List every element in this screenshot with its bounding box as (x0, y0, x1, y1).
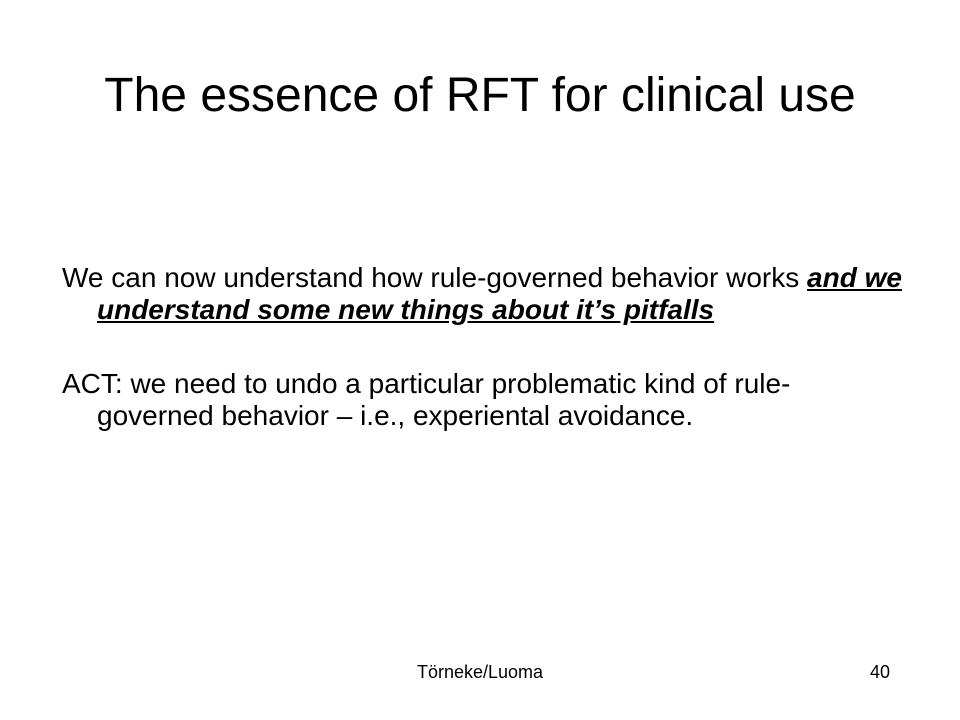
slide-title: The essence of RFT for clinical use (104, 69, 856, 122)
paragraph-act (62, 368, 902, 432)
paragraph-1-emphasis: and we understand some new things about it’s pitfalls (97, 262, 902, 325)
page-number: 40 (869, 662, 890, 682)
paragraph-rule-governed (62, 262, 902, 326)
slide-body (62, 262, 902, 432)
paragraph-2-text: ACT: we need to undo a particular problematic kind of rule-governed behavior – i.e., experiental avoidance. (62, 368, 791, 431)
footer-author: Törneke/Luoma (416, 662, 544, 682)
paragraph-1-text: We can now understand how rule-governed behavior works (62, 262, 808, 293)
